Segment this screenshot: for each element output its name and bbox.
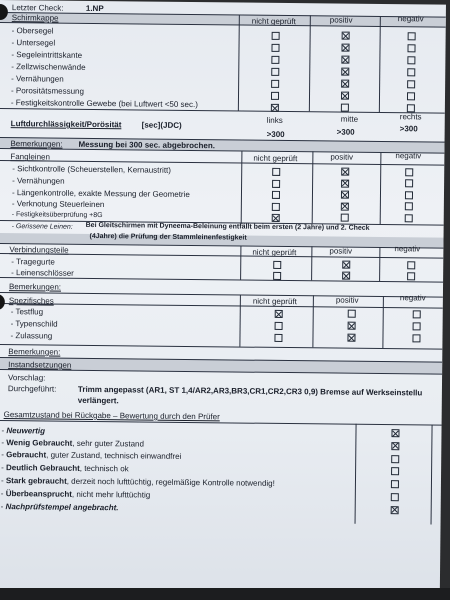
checkbox[interactable] [272, 168, 280, 176]
connectors-item-label: - Tragegurte [11, 257, 55, 267]
checkbox[interactable] [407, 56, 415, 64]
col-positive: positiv [330, 152, 354, 162]
checkbox-checked[interactable] [341, 202, 349, 210]
special-item-label: - Typenschild [10, 319, 58, 329]
col-negative: negativ [394, 244, 421, 254]
rule [312, 295, 314, 347]
porosity-value-center: >300 [336, 127, 355, 137]
col-positive: positiv [335, 295, 359, 305]
checkbox[interactable] [405, 180, 413, 188]
rule [355, 424, 357, 524]
special-item-label: - Testflug [10, 307, 44, 317]
rule [380, 152, 382, 224]
lines-title: Fangleinen [10, 152, 50, 162]
col-not-checked: nicht geprüft [251, 16, 296, 27]
rule [240, 246, 241, 280]
col-positive: positiv [329, 246, 353, 256]
rule [382, 296, 384, 348]
checkbox[interactable] [405, 203, 413, 211]
checkbox[interactable] [271, 56, 279, 64]
rule [0, 420, 442, 426]
checkbox[interactable] [407, 261, 415, 269]
checkbox[interactable] [407, 104, 415, 112]
checkbox-checked[interactable] [275, 310, 283, 318]
overall-item-rest: , technisch ok [79, 463, 129, 474]
overall-item-rest: , nicht mehr lufttüchtig [71, 489, 151, 500]
checkbox[interactable] [407, 80, 415, 88]
canopy-item-label: - Untersegel [11, 38, 56, 48]
overall-item-rest: , guter Zustand, technisch einwandfrei [46, 450, 182, 461]
checkbox-checked[interactable] [347, 334, 355, 342]
remark-label: Bemerkungen: [8, 347, 61, 357]
checkbox-checked[interactable] [341, 68, 349, 76]
checkbox[interactable] [407, 44, 415, 52]
checkbox-checked[interactable] [391, 506, 399, 514]
special-title: Spezifisches [8, 296, 54, 306]
checkbox-checked[interactable] [341, 92, 349, 100]
rule [0, 277, 443, 283]
checkbox[interactable] [341, 104, 349, 112]
checkbox-checked[interactable] [348, 322, 356, 330]
rule [239, 295, 241, 347]
lines-item-label: - Längenkontrolle, exakte Messung der Geometrie [11, 188, 190, 199]
overall-item: - Überbeansprucht, nicht mehr lufttüchtig [0, 489, 151, 500]
col-negative: negativ [397, 14, 424, 24]
remark-text: Messung bei 300 sec. abgebrochen. [78, 139, 216, 151]
porosity-col-right: rechts [399, 112, 422, 122]
porosity-col-left: links [266, 115, 283, 125]
repair-done-text: Trimm angepasst (AR1, ST 1,4/AR2,AR3,BR3,CR1,CR2,CR3 0,9) Bremse auf Werkseinstellu [77, 384, 423, 398]
checkbox[interactable] [408, 32, 416, 40]
rule [0, 253, 443, 259]
repair-proposal-label: Vorschlag: [7, 373, 46, 383]
overall-item-bold: Deutlich Gebraucht [5, 463, 80, 473]
col-not-checked: nicht geprüft [252, 296, 297, 307]
checkbox-checked[interactable] [271, 104, 279, 112]
overall-item: - Nachprüfstempel angebracht. [0, 502, 119, 513]
col-not-checked: nicht geprüft [253, 153, 298, 164]
overall-item: - Deutlich Gebraucht, technisch ok [1, 463, 129, 474]
canopy-item-label: - Zellzwischenwände [11, 62, 86, 72]
checkbox[interactable] [273, 272, 281, 280]
checkbox[interactable] [272, 32, 280, 40]
overall-item: - Stark gebraucht, derzeit noch lufttüchtig, regelmäßige Kontrolle notwendig! [0, 476, 275, 488]
punch-hole [0, 294, 5, 310]
checkbox[interactable] [274, 334, 282, 342]
rule [0, 344, 442, 350]
checkbox-checked[interactable] [341, 179, 349, 187]
rule [0, 292, 443, 298]
overall-title: Gesamtzustand bei Rückgabe – Bewertung durch den Prüfer [3, 410, 220, 422]
rule [379, 16, 381, 112]
checkbox[interactable] [391, 493, 399, 501]
lines-item-label: - Vernähungen [12, 176, 65, 186]
canopy-item-label: - Festigkeitskontrolle Gewebe (bei Luftwert <50 sec.) [10, 98, 198, 110]
porosity-col-center: mitte [340, 114, 359, 124]
checkbox[interactable] [348, 310, 356, 318]
canopy-title: Schirmkappe [11, 13, 59, 23]
rule [241, 151, 243, 223]
overall-item-bold: Nachprüfstempel angebracht. [5, 502, 119, 513]
checkbox[interactable] [391, 455, 399, 463]
checkbox-checked[interactable] [341, 56, 349, 64]
checkbox[interactable] [273, 261, 281, 269]
checkbox[interactable] [407, 272, 415, 280]
rule [311, 246, 312, 280]
overall-item-bold: Gebraucht [6, 450, 47, 460]
background-edge [0, 588, 450, 600]
rule [309, 15, 311, 111]
repair-done-label: Durchgeführt: [7, 384, 57, 394]
lines-item-label: - Verknotung Steuerleinen [11, 199, 105, 210]
checkbox-checked[interactable] [272, 214, 280, 222]
checkbox-checked[interactable] [342, 272, 350, 280]
canopy-item-label: - Vernähungen [11, 74, 64, 84]
overall-item-bold: Überbeansprucht [5, 489, 73, 499]
checkbox[interactable] [413, 322, 421, 330]
checkbox-checked[interactable] [341, 44, 349, 52]
checkbox[interactable] [271, 92, 279, 100]
special-item-label: - Zulassung [10, 331, 53, 341]
lines-note: (4Jahre) die Prüfung der Stammleinenfestigkeit [89, 232, 247, 242]
rule [312, 151, 314, 223]
overall-item: - Neuwertig [1, 426, 46, 436]
checkbox[interactable] [272, 179, 280, 187]
connectors-item-label: - Leinenschlösser [11, 268, 74, 278]
overall-item-bold: Neuwertig [6, 426, 46, 436]
checkbox[interactable] [407, 92, 415, 100]
lines-note: Bei Gleitschirmen mit Dyneema-Beleinung entfällt beim ersten (2 Jahre) und 2. Check [85, 221, 370, 232]
connectors-title: Verbindungsteile [9, 245, 69, 255]
canopy-item-label: - Obersegel [11, 26, 54, 36]
checkbox[interactable] [391, 468, 399, 476]
checkbox[interactable] [405, 191, 413, 199]
overall-item-rest: , sehr guter Zustand [72, 438, 144, 449]
overall-item-rest: , derzeit noch lufttüchtig, regelmäßige Kontrolle notwendig! [66, 476, 275, 488]
col-not-checked: nicht geprüft [252, 247, 297, 258]
col-negative: negativ [395, 151, 422, 161]
remark-label: Bemerkungen: [8, 282, 62, 292]
checkbox[interactable] [272, 202, 280, 210]
checkbox-checked[interactable] [341, 191, 349, 199]
checkbox[interactable] [413, 310, 421, 318]
porosity-label: Luftdurchlässigkeit/Porösität [10, 119, 122, 130]
overall-item: - Gebraucht, guter Zustand, technisch einwandfrei [1, 450, 182, 461]
overall-item-bold: Wenig Gebraucht [6, 438, 73, 448]
overall-item: - Wenig Gebraucht, sehr guter Zustand [1, 438, 144, 449]
checkbox[interactable] [391, 480, 399, 488]
repair-done-text: verlängert. [77, 395, 119, 406]
col-negative: negativ [399, 293, 426, 303]
checkbox-layer [0, 0, 446, 5]
lines-item-label: - Sichtkontrolle (Scheuerstellen, Kernaustritt) [12, 164, 172, 175]
porosity-value-left: >300 [266, 129, 285, 139]
lines-note-lead: - Gerissene Leinen: [11, 223, 73, 231]
checkbox[interactable] [272, 191, 280, 199]
repair-title: Instandsetzungen [8, 360, 72, 370]
canopy-item-label: - Porositätsmessung [11, 86, 85, 96]
checkbox[interactable] [405, 214, 413, 222]
lines-item-label: - Festigkeitsüberprüfung +8G [11, 211, 103, 220]
porosity-value-right: >300 [399, 124, 418, 134]
porosity-unit: [sec](JDC) [141, 120, 182, 130]
last-check-label: Letzter Check: [11, 3, 64, 13]
rule [431, 425, 433, 525]
rule [238, 15, 240, 111]
checkbox[interactable] [341, 214, 349, 222]
checkbox-checked[interactable] [342, 261, 350, 269]
rule [379, 247, 380, 281]
checkbox[interactable] [271, 80, 279, 88]
checkbox[interactable] [275, 322, 283, 330]
checkbox-checked[interactable] [342, 32, 350, 40]
overall-item-bold: Stark gebraucht [5, 476, 67, 486]
checkbox[interactable] [407, 68, 415, 76]
checkbox-checked[interactable] [391, 442, 399, 450]
checkbox-checked[interactable] [341, 80, 349, 88]
checkbox[interactable] [405, 168, 413, 176]
remark-label: Bemerkungen: [10, 139, 63, 149]
checkbox-checked[interactable] [391, 429, 399, 437]
checkbox[interactable] [271, 44, 279, 52]
rule [0, 303, 443, 309]
checkbox[interactable] [412, 334, 420, 342]
checkbox-checked[interactable] [341, 168, 349, 176]
canopy-item-label: - Segeleintrittskante [11, 50, 83, 60]
checkbox[interactable] [271, 68, 279, 76]
col-positive: positiv [329, 15, 353, 25]
last-check-value: 1.NP [85, 3, 104, 14]
